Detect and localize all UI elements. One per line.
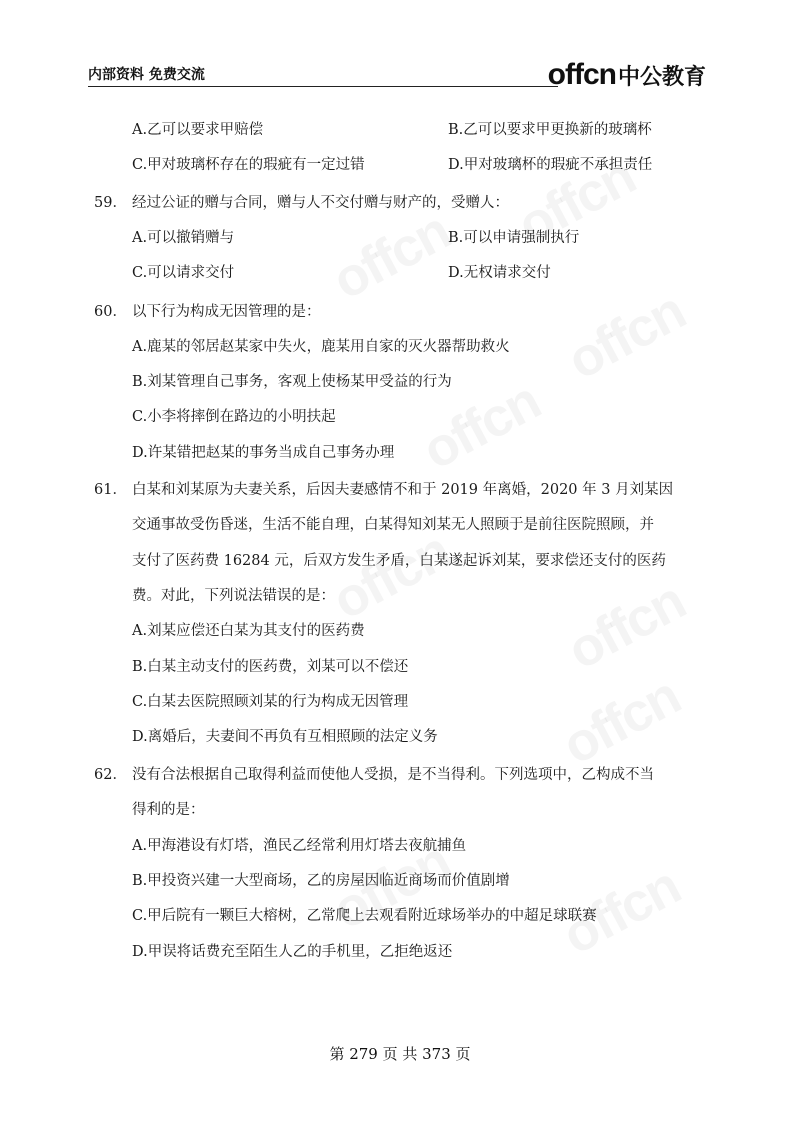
- q62-option-d: D.甲误将话费充至陌生人乙的手机里，乙拒绝返还: [132, 944, 453, 960]
- q61-stem-line-4: 费。对此，下列说法错误的是：: [132, 588, 335, 604]
- q59-option-d: D.无权请求交付: [448, 265, 551, 281]
- q61-stem-line-2: 交通事故受伤昏迷，生活不能自理，白某得知刘某无人照顾于是前往医院照顾，并: [132, 517, 654, 533]
- watermark: [323, 520, 460, 632]
- q62-option-b: B.甲投资兴建一大型商场，乙的房屋因临近商场而价值剧增: [132, 873, 510, 889]
- watermark: [558, 280, 695, 392]
- q59-option-c: C.可以请求交付: [132, 265, 235, 281]
- header-rule: [88, 86, 558, 87]
- q60-option-b: B.刘某管理自己事务，客观上使杨某甲受益的行为: [132, 374, 452, 390]
- q61-number: 61．: [94, 482, 127, 498]
- q61-stem-line-3: 支付了医药费 16284 元，后双方发生矛盾，白某遂起诉刘某，要求偿还支付的医药: [132, 553, 666, 569]
- q59-option-b: B.可以申请强制执行: [448, 230, 580, 246]
- q61-option-b: B.白某主动支付的医药费，刘某可以不偿还: [132, 659, 409, 675]
- q61-stem-line-1: 白某和刘某原为夫妻关系，后因夫妻感情不和于 2019 年离婚，2020 年 3 月刘某因: [132, 482, 674, 498]
- q60-number: 60．: [94, 304, 127, 320]
- q60-stem: 以下行为构成无因管理的是：: [132, 304, 321, 320]
- q62-stem-line-1: 没有合法根据自己取得利益而使他人受损，是不当得利。下列选项中，乙构成不当: [132, 767, 654, 783]
- offcn-logo: [548, 58, 706, 92]
- page-header: [88, 58, 706, 92]
- q60-option-c: C.小李将摔倒在路边的小明扶起: [132, 409, 336, 425]
- q60-option-d: D.许某错把赵某的事务当成自己事务办理: [132, 445, 395, 461]
- q62-option-a: A.甲海港设有灯塔，渔民乙经常利用灯塔去夜航捕鱼: [132, 838, 467, 854]
- watermark: [323, 200, 460, 312]
- logo-latin-text: offcn: [547, 58, 616, 91]
- q59-number: 59．: [94, 195, 127, 211]
- q58-option-a: A.乙可以要求甲赔偿: [132, 122, 264, 138]
- watermark: [558, 570, 695, 682]
- q61-option-a: A.刘某应偿还白某为其支付的医药费: [132, 623, 365, 639]
- q58-option-d: D.甲对玻璃杯的瑕疵不承担责任: [448, 157, 653, 173]
- q61-option-c: C.白某去医院照顾刘某的行为构成无因管理: [132, 694, 409, 710]
- q59-option-a: A.可以撤销赠与: [132, 230, 235, 246]
- page-number-footer: 第 279 页 共 373 页: [329, 1045, 471, 1063]
- q58-option-b: B.乙可以要求甲更换新的玻璃杯: [448, 122, 652, 138]
- q61-option-d: D.离婚后，夫妻间不再负有互相照顾的法定义务: [132, 729, 438, 745]
- q59-stem: 经过公证的赠与合同，赠与人不交付赠与财产的，受赠人：: [132, 195, 509, 211]
- watermark: [553, 665, 690, 777]
- q62-option-c: C.甲后院有一颗巨大榕树，乙常爬上去观看附近球场举办的中超足球联赛: [132, 908, 597, 924]
- q60-option-a: A.鹿某的邻居赵某家中失火，鹿某用自家的灭火器帮助救火: [132, 339, 510, 355]
- q62-stem-line-2: 得利的是：: [132, 802, 205, 818]
- logo-chinese-text: 中公教育: [617, 65, 706, 90]
- q62-number: 62．: [94, 767, 127, 783]
- q58-option-c: C.甲对玻璃杯存在的瑕疵有一定过错: [132, 157, 365, 173]
- header-label: 内部资料 免费交流: [88, 67, 205, 83]
